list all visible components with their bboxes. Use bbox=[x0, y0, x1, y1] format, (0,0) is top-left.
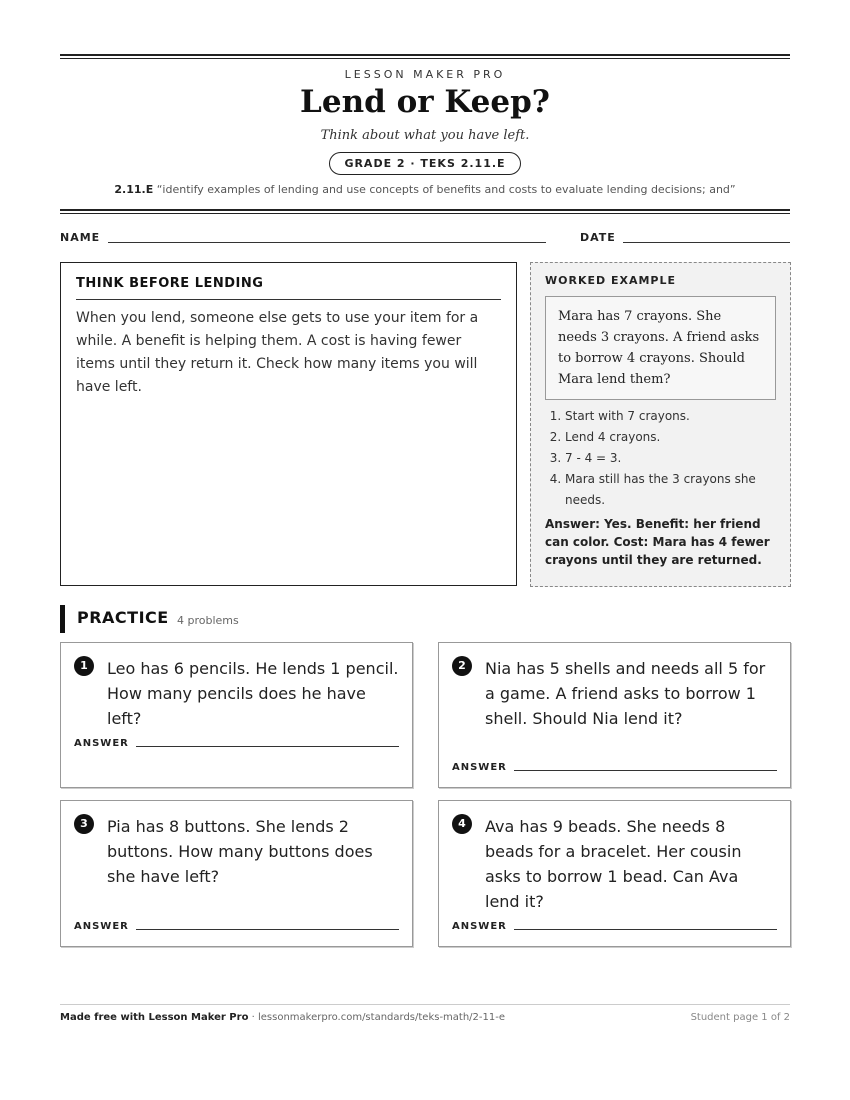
standard-code: 2.11.E bbox=[114, 183, 154, 196]
page-subtitle: Think about what you have left. bbox=[320, 128, 530, 143]
think-before-lending-panel bbox=[60, 262, 517, 586]
example-step: 4. Mara still has the 3 crayons she needs. bbox=[565, 469, 776, 511]
problem-card-4 bbox=[438, 800, 791, 947]
answer-field[interactable] bbox=[136, 746, 399, 747]
answer-label: ANSWER bbox=[74, 738, 129, 749]
practice-accent-bar bbox=[60, 605, 65, 633]
problem-text: Ava has 9 beads. She needs 8 beads for a bracelet. Her cousin asks to borrow 1 bead. Can Ava lend it? bbox=[485, 817, 742, 911]
problem-card-3 bbox=[60, 800, 413, 947]
date-label: DATE bbox=[580, 231, 616, 244]
problem-number-badge: 4 bbox=[452, 814, 472, 834]
footer-made-with: Made free with Lesson Maker Pro bbox=[60, 1012, 249, 1023]
problem-text: Pia has 8 buttons. She lends 2 buttons. How many buttons does she have left? bbox=[107, 817, 373, 886]
example-step: 2. Lend 4 crayons. bbox=[565, 427, 776, 448]
problem-number-badge: 3 bbox=[74, 814, 94, 834]
date-field[interactable] bbox=[623, 242, 790, 243]
example-step: 3. 7 - 4 = 3. bbox=[565, 448, 776, 469]
practice-heading: PRACTICE bbox=[77, 608, 169, 627]
footer-page-number: Student page 1 of 2 bbox=[690, 1012, 790, 1023]
answer-label: ANSWER bbox=[452, 921, 507, 932]
think-body: When you lend, someone else gets to use your item for a while. A benefit is helping them. A cost is having fewer items until they return it. Check how many items you will have left. bbox=[76, 310, 479, 395]
problem-text: Nia has 5 shells and needs all 5 for a game. A friend asks to borrow 1 shell. Should Nia lend it? bbox=[485, 659, 766, 728]
problem-number-badge: 2 bbox=[452, 656, 472, 676]
problem-number-badge: 1 bbox=[74, 656, 94, 676]
worked-example-panel bbox=[530, 262, 791, 587]
answer-field[interactable] bbox=[136, 929, 399, 930]
grade-badge: GRADE 2 · TEKS 2.11.E bbox=[329, 152, 520, 175]
example-steps bbox=[545, 406, 776, 511]
answer-label: ANSWER bbox=[452, 762, 507, 773]
practice-count: 4 problems bbox=[177, 614, 239, 627]
problem-card-1 bbox=[60, 642, 413, 788]
footer-credit bbox=[60, 1012, 505, 1023]
think-heading: THINK BEFORE LENDING bbox=[76, 276, 501, 300]
standard-text: “identify examples of lending and use concepts of benefits and costs to evaluate lending decisions; and” bbox=[156, 183, 736, 196]
name-field[interactable] bbox=[108, 242, 546, 243]
problem-card-2 bbox=[438, 642, 791, 788]
example-step: 1. Start with 7 crayons. bbox=[565, 406, 776, 427]
answer-field[interactable] bbox=[514, 929, 777, 930]
standard-line bbox=[0, 183, 850, 196]
example-heading: WORKED EXAMPLE bbox=[545, 274, 676, 287]
name-label: NAME bbox=[60, 231, 101, 244]
answer-field[interactable] bbox=[514, 770, 777, 771]
footer-rule bbox=[60, 1004, 790, 1005]
brand-name: LESSON MAKER PRO bbox=[344, 68, 506, 81]
page-title: Lend or Keep? bbox=[300, 84, 550, 120]
footer-url[interactable]: · lessonmakerpro.com/standards/teks-math/2-11-e bbox=[248, 1012, 506, 1023]
top-rule bbox=[60, 54, 790, 59]
example-story: Mara has 7 crayons. She needs 3 crayons. A friend asks to borrow 4 crayons. Should Mara lend them? bbox=[545, 296, 776, 400]
problem-text: Leo has 6 pencils. He lends 1 pencil. How many pencils does he have left? bbox=[107, 659, 399, 728]
grade-badge-row bbox=[0, 152, 850, 175]
answer-label: ANSWER bbox=[74, 921, 129, 932]
header-bottom-rule bbox=[60, 209, 790, 214]
example-answer: Answer: Yes. Benefit: her friend can color. Cost: Mara has 4 fewer crayons until they are returned. bbox=[545, 517, 770, 567]
